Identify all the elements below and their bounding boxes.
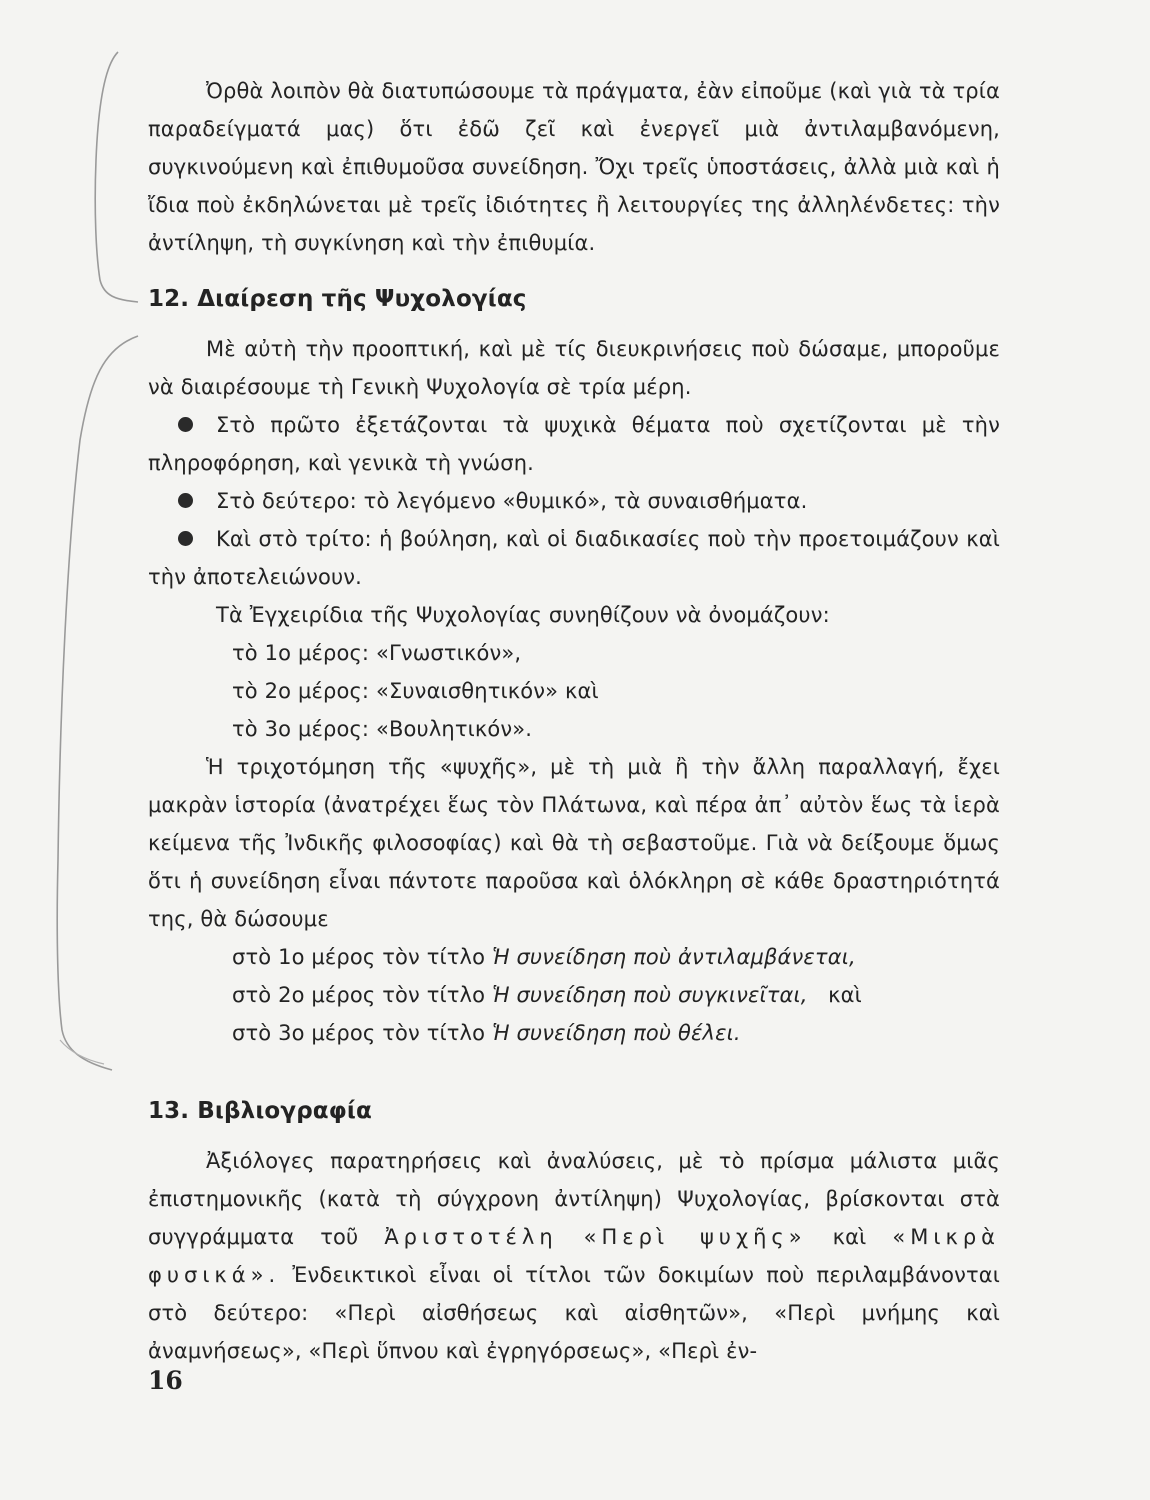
section-13-heading xyxy=(148,1092,1000,1130)
bibliography-text-mid2: καὶ xyxy=(806,1225,893,1249)
aristotle-name: Ἀριστοτέλη xyxy=(384,1225,558,1249)
section-12-intro: Μὲ αὐτὴ τὴν προοπτική, καὶ μὲ τίς διευκρινήσεις ποὺ δώσαμε, μποροῦμε νὰ διαιρέσουμε τὴ Γενικὴ Ψυχολογία σὲ τρία μέρη. xyxy=(148,337,1000,399)
bibliography-text-mid1 xyxy=(558,1225,584,1249)
work-title-mikra-physika: «Μικρὰ φυσικά». xyxy=(148,1225,1000,1287)
bullet-text: Στὸ πρῶτο ἐξετάζονται τὰ ψυχικὰ θέματα ποὺ σχετίζονται μὲ τὴν πληροφόρηση, καὶ γενικὰ τὴ γνώση. xyxy=(148,413,1000,475)
section-12-number: 12. xyxy=(148,286,190,312)
bullet-item xyxy=(148,406,1000,482)
bullet-dot-icon xyxy=(178,417,193,432)
title-line xyxy=(148,1014,1000,1052)
title-line-prefix: στὸ 3ο μέρος τὸν τίτλο xyxy=(232,1021,492,1045)
bullet-text: Καὶ στὸ τρίτο: ἡ βούληση, καὶ οἱ διαδικασίες ποὺ τὴν προετοιμάζουν καὶ τὴν ἀποτελειώνουν. xyxy=(148,527,1000,589)
body-text xyxy=(148,72,1000,1370)
title-line xyxy=(148,938,1000,976)
page-number: 16 xyxy=(148,1366,183,1395)
title-line-suffix: καὶ xyxy=(807,983,862,1007)
bibliography-paragraph xyxy=(148,1142,1000,1370)
section-12-heading xyxy=(148,280,1000,318)
bullet-item xyxy=(148,482,1000,520)
intro-paragraph: Ὀρθὰ λοιπὸν θὰ διατυπώσουμε τὰ πράγματα, ἐὰν εἰποῦμε (καὶ γιὰ τὰ τρία παραδείγματά μας) ὅτι ἐδῶ ζεῖ καὶ ἐνεργεῖ μιὰ ἀντιλαμβανόμενη, συγκινούμενη καὶ ἐπιθυμοῦσα συνείδηση. Ὄχι τρεῖς ὑποστάσεις, ἀλλὰ μιὰ καὶ ἡ ἴδια ποὺ ἐκδηλώνεται μὲ τρεῖς ἰδιότητες ἢ λειτουργίες της ἀλληλένδετες: τὴν ἀντίληψη, τὴ συγκίνηση καὶ τὴν ἐπιθυμία. xyxy=(148,79,1000,255)
section-13-number: 13. xyxy=(148,1098,190,1124)
trichotomy-paragraph: Ἡ τριχοτόμηση τῆς «ψυχῆς», μὲ τὴ μιὰ ἢ τὴν ἄλλη παραλλαγή, ἔχει μακρὰν ἱστορία (ἀνατρέχει ἕως τὸν Πλάτωνα, καὶ πέρα ἀπ᾽ αὐτὸν ἕως τὰ ἱερὰ κείμενα τῆς Ἰνδικῆς φιλοσοφίας) καὶ θὰ τὴ σεβαστοῦμε. Γιὰ νὰ δείξουμε ὅμως ὅτι ἡ συνείδηση εἶναι πάντοτε παροῦσα καὶ ὁλόκληρη σὲ κάθε δραστηριότητά της, θὰ δώσουμε xyxy=(148,755,1000,931)
title-line-italic: Ἡ συνείδηση ποὺ θέλει. xyxy=(491,1021,741,1045)
part-line: τὸ 3ο μέρος: «Βουλητικόν». xyxy=(232,717,533,741)
bullet-item xyxy=(148,520,1000,596)
title-line-prefix: στὸ 2ο μέρος τὸν τίτλο xyxy=(232,983,492,1007)
work-title-peri-psyches: «Περὶ ψυχῆς» xyxy=(583,1225,807,1249)
bullet-dot-icon xyxy=(178,493,193,508)
bibliography-text-end: Ἐνδεικτικοὶ εἶναι οἱ τίτλοι τῶν δοκιμίων ποὺ περιλαμβάνονται στὸ δεύτερο: «Περὶ αἰσθήσεως καὶ αἰσθητῶν», «Περὶ μνήμης καὶ ἀναμνήσεως», «Περὶ ὕπνου καὶ ἐγρηγόρσεως», «Περὶ ἐν- xyxy=(148,1263,1000,1363)
title-line-prefix: στὸ 1ο μέρος τὸν τίτλο xyxy=(232,945,492,969)
title-line-italic: Ἡ συνείδηση ποὺ ἀντιλαμβάνεται, xyxy=(491,945,856,969)
bullet-dot-icon xyxy=(178,531,193,546)
section-13-title: Βιβλιογραφία xyxy=(197,1098,372,1124)
title-line-italic: Ἡ συνείδηση ποὺ συγκινεῖται, xyxy=(491,983,808,1007)
section-12-title: Διαίρεση τῆς Ψυχολογίας xyxy=(197,286,527,312)
manuals-intro: Τὰ Ἐγχειρίδια τῆς Ψυχολογίας συνηθίζουν νὰ ὀνομάζουν: xyxy=(216,603,830,627)
part-line: τὸ 2ο μέρος: «Συναισθητικόν» καὶ xyxy=(232,679,599,703)
title-line xyxy=(148,976,1000,1014)
bullet-text: Στὸ δεύτερο: τὸ λεγόμενο «θυμικό», τὰ συναισθήματα. xyxy=(216,489,808,513)
part-line: τὸ 1ο μέρος: «Γνωστικόν», xyxy=(232,641,522,665)
bibliography-text-start: Ἀξιόλογες παρατηρήσεις καὶ ἀναλύσεις, μὲ τὸ πρίσμα μάλιστα μιᾶς ἐπιστημονικῆς (κατὰ τὴ σύγχρονη ἀντίληψη) Ψυχολογίας, βρίσκονται στὰ συγγράμματα τοῦ xyxy=(148,1149,1000,1249)
